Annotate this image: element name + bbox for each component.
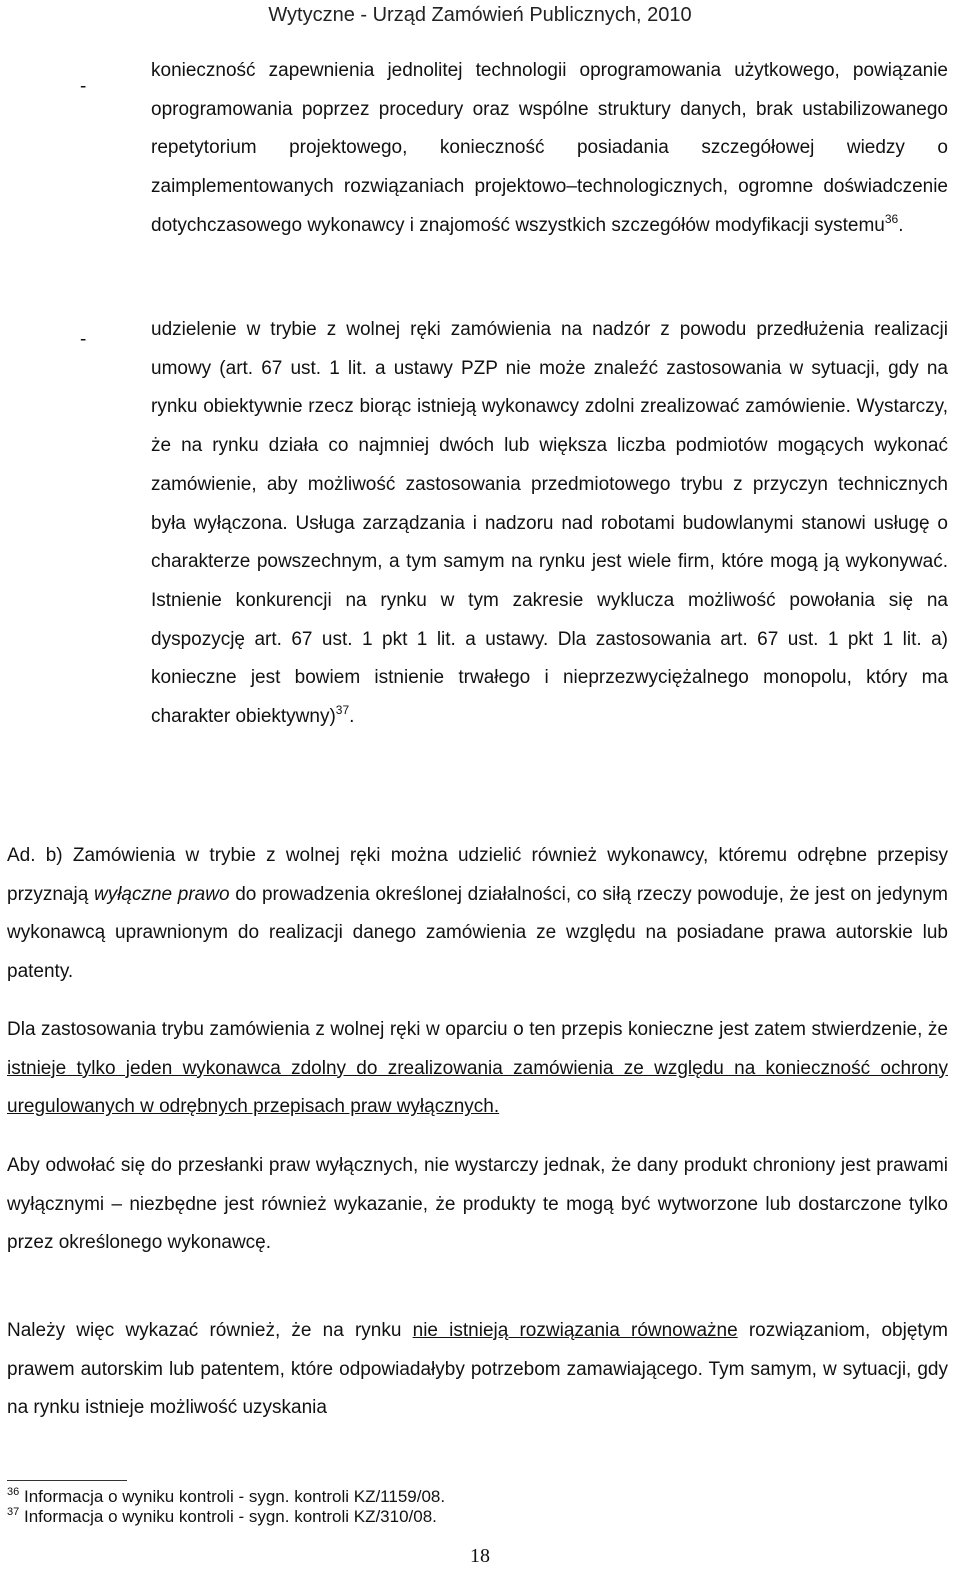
ad-b-text-before: Zamówienia w trybie z wolnej ręki można udzielić również wykonawcy, któremu odrębne przepisy przyznają (7, 845, 949, 905)
paragraph-3-text: Aby odwołać się do przesłanki praw wyłącznych, nie wystarczy jednak, że dany produkt chroniony jest prawami wyłącznymi – niezbędne jest również wykazanie, że produkty te mogą być wytworzone lub dostarczone tylko przez określonego wykonawcę. (7, 1155, 948, 1254)
paragraph-4-text-before: Należy więc wykazać również, że na rynku (7, 1320, 413, 1341)
paragraph-2-text: Dla zastosowania trybu zamówienia z wolnej ręki w oparciu o ten przepis konieczne jest zatem stwierdzenie, że (7, 1019, 948, 1040)
page-number: 18 (470, 1545, 490, 1567)
ad-b-text-after: do prowadzenia określonej działalności, co siłą rzeczy powoduje, że jest on jedynym wykonawcą uprawnionym do realizacji danego zamówienia ze względu na posiadane prawa autorskie lub patenty. (7, 883, 949, 983)
footnote-ref-37[interactable]: 37 (335, 703, 350, 718)
paragraph-4-underlined: nie istnieją rozwiązania równoważne (412, 1320, 738, 1341)
page-header (0, 0, 960, 30)
footnote-text: Informacja o wyniku kontroli - sygn. kontroli KZ/1159/08. (23, 1487, 446, 1506)
paragraph-4 (7, 1312, 948, 1428)
ad-b-label: Ad. b) (7, 845, 63, 866)
bullet-item-1-text: konieczność zapewnienia jednolitej technologii oprogramowania użytkowego, powiązanie oprogramowania poprzez procedury oraz wspólne struktury danych, brak ustabilizowanego repetytorium projektowego, konieczność posiadania szczegółowej wiedzy o zaimplementowanych rozwiązaniach projektowo–technologicznych, ogromne doświadczenie dotychczasowego wykonawcy i znajomość wszystkich szczegółów modyfikacji systemu (151, 60, 948, 236)
footnote-36 (7, 1487, 445, 1507)
ad-b-italic: wyłączne prawo (93, 883, 230, 905)
footnote-divider (7, 1480, 127, 1481)
header-title: Wytyczne - Urząd Zamówień Publicznych, 2010 (268, 4, 692, 26)
paragraph-ad-b (7, 837, 948, 992)
footnote-number: 36 (7, 1486, 20, 1498)
footnote-37 (7, 1507, 445, 1527)
footnote-ref-36[interactable]: 36 (884, 211, 899, 226)
bullet-item-2-tail: . (349, 706, 355, 728)
bullet-marker-1: - (80, 76, 87, 97)
bullet-item-1-tail: . (898, 214, 904, 236)
paragraph-3 (7, 1147, 948, 1263)
bullet-item-2 (151, 311, 948, 737)
paragraph-2-underlined: istnieje tylko jeden wykonawca zdolny do zrealizowania zamówienia ze względu na konieczność ochrony uregulowanych w odrębnych przepisach praw wyłącznych. (7, 1057, 948, 1118)
bullet-item-1 (151, 52, 948, 246)
footnotes (7, 1480, 445, 1527)
paragraph-4-text-after: rozwiązaniom, objętym prawem autorskim lub patentem, które odpowiadałyby potrzebom zamawiającego. Tym samym, w sytuacji, gdy na rynku istnieje możliwość uzyskania (7, 1320, 948, 1419)
bullet-item-2-text: udzielenie w trybie z wolnej ręki zamówienia na nadzór z powodu przedłużenia realizacji umowy (art. 67 ust. 1 lit. a ustawy PZP nie może znaleźć zastosowania w sytuacji, gdy na rynku obiektywnie rzecz biorąc istnieją wykonawcy zdolni zrealizować zamówienie. Wystarczy, że na rynku działa co najmniej dwóch lub większa liczba podmiotów mogących wykonać zamówienie, aby możliwość zastosowania przedmiotowego trybu z przyczyn technicznych była wyłączona. Usługa zarządzania i nadzoru nad robotami budowlanymi stanowi usługę o charakterze powszechnym, a tym samym na rynku jest wiele firm, które mogą ją wykonywać. Istnienie konkurencji na rynku w tym zakresie wyklucza możliwość powołania się na dyspozycję art. 67 ust. 1 pkt 1 lit. a ustawy. Dla zastosowania art. 67 ust. 1 pkt 1 lit. a) konieczne jest bowiem istnienie trwałego i nieprzezwyciężalnego monopolu, który ma charakter obiektywny) (151, 319, 948, 728)
footnote-number: 37 (7, 1506, 20, 1518)
paragraph-2 (7, 1011, 948, 1127)
footnote-text: Informacja o wyniku kontroli - sygn. kontroli KZ/310/08. (23, 1507, 437, 1526)
bullet-marker-2: - (80, 329, 87, 350)
